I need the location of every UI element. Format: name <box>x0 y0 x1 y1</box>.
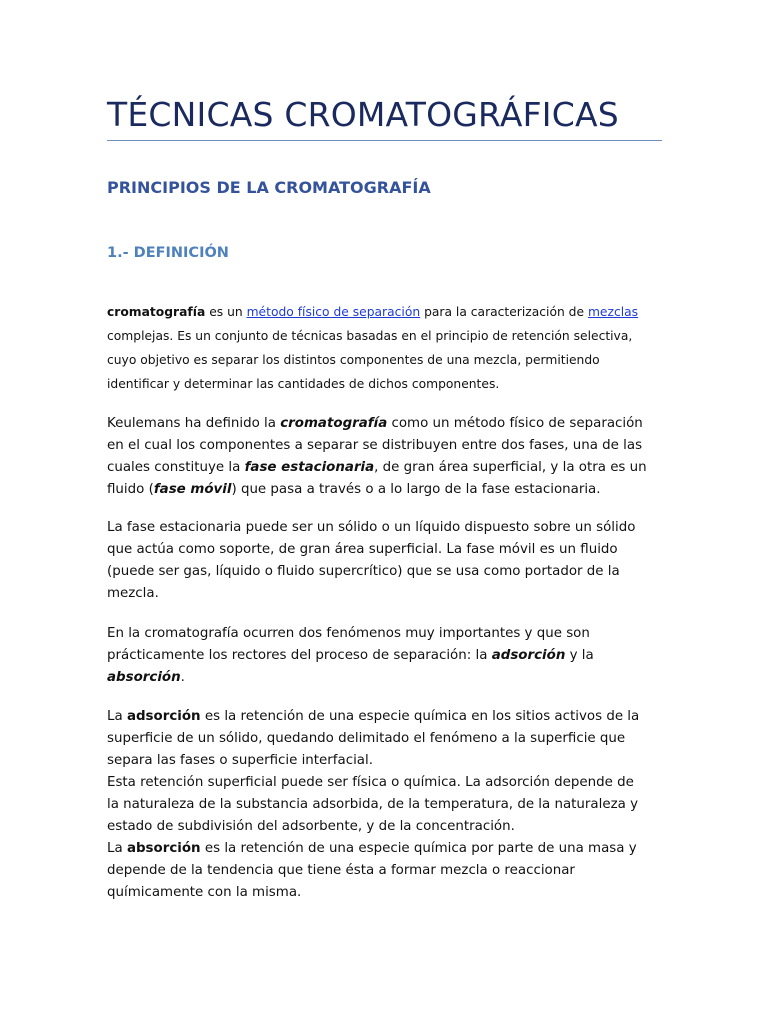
emphasis-adsorcion: adsorción <box>491 648 566 663</box>
emphasis-fase-movil: fase móvil <box>153 482 232 497</box>
text-span: , de gran área superficial, y la otra es un <box>374 460 647 475</box>
text-span: ) que pasa a través o a lo largo de la fase estacionaria. <box>231 482 601 497</box>
adsorcion-paragraph <box>107 706 667 904</box>
text-span: fluido ( <box>107 482 154 497</box>
term-cromatografia: cromatografía <box>107 305 206 319</box>
text-span: prácticamente los rectores del proceso de separación: la <box>107 648 492 663</box>
text-line: la naturaleza de la substancia adsorbida, de la temperatura, de la naturaleza y <box>107 797 639 812</box>
term-absorcion: absorción <box>126 841 201 856</box>
term-adsorcion: adsorción <box>126 709 201 724</box>
text-span: cuales constituye la <box>107 460 245 475</box>
subsection-heading: 1.- DEFINICIÓN <box>107 245 229 261</box>
text-span: es la retención de una especie química en los sitios activos de la <box>200 709 640 724</box>
fase-paragraph <box>107 517 667 605</box>
text-line: Esta retención superficial puede ser física o química. La adsorción depende de <box>107 775 634 790</box>
text-line: depende de la tendencia que tiene ésta a formar mezcla o reaccionar <box>107 863 575 878</box>
text-line: La fase estacionaria puede ser un sólido o un líquido dispuesto sobre un sólido <box>107 520 636 535</box>
text-span: es la retención de una especie química por parte de una masa y <box>200 841 637 856</box>
section-heading: PRINCIPIOS DE LA CROMATOGRAFÍA <box>107 178 431 197</box>
text-span: es un <box>205 305 247 319</box>
keulemans-paragraph <box>107 413 667 501</box>
emphasis-cromatografia: cromatografía <box>280 416 388 431</box>
text-line: complejas. Es un conjunto de técnicas basadas en el principio de retención selectiva, <box>107 329 633 343</box>
text-span: . <box>180 670 185 685</box>
text-line: separa las fases o superficie interfacial. <box>107 753 373 768</box>
text-line: (puede ser gas, líquido o fluido supercrítico) que se usa como portador de la <box>107 564 620 579</box>
text-line: estado de subdivisión del adsorbente, y de la concentración. <box>107 819 515 834</box>
text-line: mezcla. <box>107 586 159 601</box>
text-span: La <box>107 841 127 856</box>
text-span: para la caracterización de <box>420 305 588 319</box>
link-mezclas[interactable]: mezclas <box>587 305 639 319</box>
text-line: cuyo objetivo es separar los distintos componentes de una mezcla, permitiendo <box>107 353 600 367</box>
text-span: Keulemans ha definido la <box>107 416 281 431</box>
document-title: TÉCNICAS CROMATOGRÁFICAS <box>107 90 662 141</box>
text-line: identificar y determinar las cantidades de dichos componentes. <box>107 377 500 391</box>
emphasis-fase-estacionaria: fase estacionaria <box>244 460 375 475</box>
fenomenos-paragraph <box>107 623 667 689</box>
text-span: La <box>107 709 127 724</box>
text-line: En la cromatografía ocurren dos fenómenos muy importantes y que son <box>107 626 590 641</box>
text-span: y la <box>565 648 594 663</box>
text-line: que actúa como soporte, de gran área superficial. La fase móvil es un fluido <box>107 542 618 557</box>
text-span: como un método físico de separación <box>387 416 643 431</box>
text-line: en el cual los componentes a separar se distribuyen entre dos fases, una de las <box>107 438 643 453</box>
emphasis-absorcion: absorción <box>107 670 181 685</box>
definition-paragraph <box>107 300 667 396</box>
text-line: superficie de un sólido, quedando delimitado el fenómeno a la superficie que <box>107 731 626 746</box>
text-line: químicamente con la misma. <box>107 885 302 900</box>
link-metodo-fisico[interactable]: método físico de separación <box>246 305 421 319</box>
